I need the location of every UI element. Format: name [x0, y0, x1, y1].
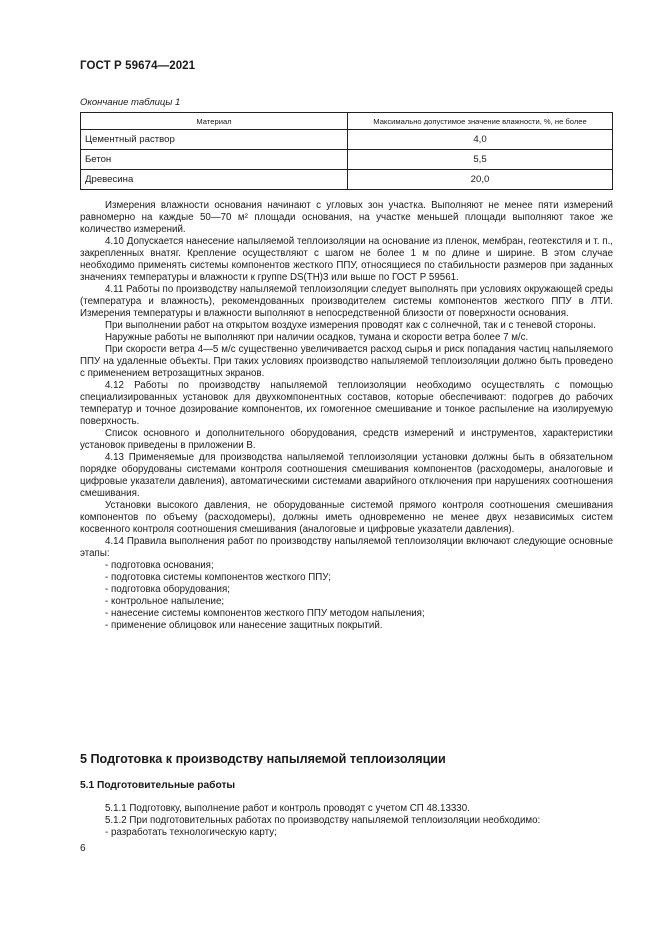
list-item: - разработать технологическую карту; [105, 827, 277, 838]
list-item: - подготовка оборудования; [105, 584, 230, 595]
column-header-material: Материал [81, 113, 348, 130]
table-row [81, 170, 613, 190]
paragraph: 4.14 Правила выполнения работ по производству напыляемой теплоизоляции включают следующие основные этапы: [80, 536, 613, 559]
table-row [81, 130, 613, 150]
list-item: - применение облицовок или нанесение защитных покрытий. [105, 620, 383, 631]
table-cell-value: 20,0 [348, 170, 613, 190]
section-heading: 5 Подготовка к производству напыляемой теплоизоляции [80, 752, 446, 766]
standard-header: ГОСТ Р 59674—2021 [80, 60, 196, 72]
table-row [81, 150, 613, 170]
body-text [80, 200, 613, 632]
table-caption: Окончание таблицы 1 [80, 97, 181, 108]
paragraph: Наружные работы не выполняют при наличии осадков, тумана и скорости ветра более 7 м/с. [105, 332, 529, 343]
paragraph: 5.1.2 При подготовительных работах по производству напыляемой теплоизоляции необходимо: [105, 815, 541, 826]
subsection-heading: 5.1 Подготовительные работы [80, 780, 236, 791]
table-cell-value: 4,0 [348, 130, 613, 150]
table-header-row [81, 113, 613, 130]
column-header-moisture: Максимально допустимое значение влажности, %, не более [348, 113, 613, 130]
list-item: - контрольное напыление; [105, 596, 225, 607]
paragraph: При скорости ветра 4—5 м/с существенно увеличивается расход сырья и риск попадания частиц напыляемого ППУ на удаленные объекты. При таких условиях производство напыляемой теплоизоляции должно быть проведено с применением ветрозащитных экранов. [80, 344, 613, 379]
paragraph: 4.10 Допускается нанесение напыляемой теплоизоляции на основание из пленок, мембран, геотекстиля и т. п., закрепленных внатяг. Крепление осуществляют с шагом не более 1 м по длине и ширине. В этом случае необходимо применять системы компонентов жесткого ППУ, относящиеся по стабильности размеров при заданных значениях температуры и влажности к группе DS(TH)3 или выше по ГОСТ Р 59561. [80, 236, 613, 283]
paragraph: Установки высокого давления, не оборудованные системой прямого контроля соотношения смешивания компонентов по объему (расходомеры), должны иметь одновременно не менее двух независимых систем косвенного контроля соотношения смешивания (аналоговые и цифровые указатели давления). [80, 500, 613, 535]
paragraph: Измерения влажности основания начинают с угловых зон участка. Выполняют не менее пяти измерений равномерно на каждые 50—70 м² площади основания, на участке меньшей площади выполняют такое же количество измерений. [80, 200, 613, 235]
table-cell-material: Древесина [81, 170, 348, 190]
moisture-table [80, 112, 613, 190]
paragraph: Список основного и дополнительного оборудования, средств измерений и инструментов, характеристики установок приведены в приложении В. [80, 428, 613, 451]
table-cell-value: 5,5 [348, 150, 613, 170]
paragraph: 4.12 Работы по производству напыляемой теплоизоляции необходимо осуществлять с помощью специализированных установок для двухкомпонентных составов, которые обеспечивают: подогрев до рабочих температур и точное дозирование компонентов, их гомогенное смешивание и тонкое распыление на изолируемую поверхность. [80, 380, 613, 427]
table-cell-material: Цементный раствор [81, 130, 348, 150]
paragraph: 4.13 Применяемые для производства напыляемой теплоизоляции установки должны быть в обязательном порядке оборудованы системами контроля соотношения смешивания компонентов (расходомеры, аналоговые и цифровые указатели давления), автоматическими системами аварийного отключения при нарушениях соотношения смешивания. [80, 452, 613, 499]
list-item: - подготовка системы компонентов жесткого ППУ; [105, 572, 331, 583]
paragraph: 5.1.1 Подготовку, выполнение работ и контроль проводят с учетом СП 48.13330. [105, 803, 470, 814]
section-body [80, 780, 613, 839]
paragraph: При выполнении работ на открытом воздухе измерения проводят как с солнечной, так и с теневой стороны. [105, 320, 596, 331]
page-number: 6 [80, 843, 86, 854]
paragraph: 4.11 Работы по производству напыляемой теплоизоляции следует выполнять при условиях окружающей среды (температура и влажность), рекомендованных производителем системы компонентов жесткого ППУ в ЛТИ. Измерения температуры и влажности выполняют в непосредственной близости от поверхности основания. [80, 284, 613, 319]
list-item: - подготовка основания; [105, 560, 214, 571]
table-cell-material: Бетон [81, 150, 348, 170]
list-item: - нанесение системы компонентов жесткого ППУ методом напыления; [105, 608, 425, 619]
